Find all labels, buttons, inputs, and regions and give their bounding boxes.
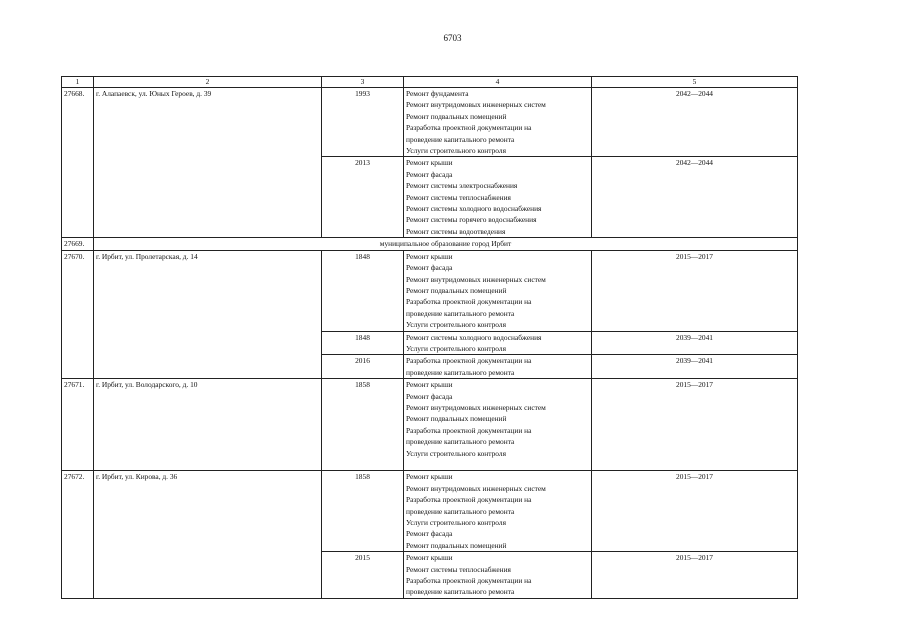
work-item: Ремонт системы холодного водоснабжения	[406, 204, 542, 214]
work-item: Услуги строительного контроля	[406, 343, 506, 353]
address-cell: г. Ирбит, ул. Кирова, д. 36	[94, 471, 322, 598]
work-item: Услуги строительного контроля	[406, 448, 506, 458]
row-number: 27669.	[62, 238, 94, 250]
period-cell: 2042—2044	[592, 157, 798, 238]
table-row	[62, 88, 798, 157]
address-cell: г. Алапаевск, ул. Юных Героев, д. 39	[94, 88, 322, 238]
work-item: проведение капитального ремонта	[406, 308, 515, 318]
period-cell: 2015—2017	[592, 471, 798, 552]
work-item: Ремонт подвальных помещений	[406, 111, 507, 121]
work-item: Ремонт системы электроснабжения	[406, 181, 518, 191]
column-header: 2	[94, 77, 322, 88]
address-cell: г. Ирбит, ул. Пролетарская, д. 14	[94, 250, 322, 378]
year-cell: 2013	[322, 157, 404, 238]
works-cell	[404, 88, 592, 157]
work-item: проведение капитального ремонта	[406, 587, 515, 597]
column-header: 1	[62, 77, 94, 88]
work-item: Ремонт внутридомовых инженерных систем	[406, 483, 546, 493]
works-cell	[404, 552, 592, 599]
work-item: Ремонт фасада	[406, 169, 453, 179]
work-item: Разработка проектной документации на	[406, 356, 532, 366]
page-number: 6703	[443, 33, 462, 43]
works-cell	[404, 331, 592, 355]
works-cell	[404, 471, 592, 552]
work-item: Ремонт крыши	[406, 158, 453, 168]
row-number: 27670.	[62, 250, 94, 378]
year-cell: 1858	[322, 471, 404, 552]
work-item: Услуги строительного контроля	[406, 146, 506, 156]
municipality-name: муниципальное образование город Ирбит	[94, 238, 798, 250]
year-cell: 1993	[322, 88, 404, 157]
column-header: 3	[322, 77, 404, 88]
year-cell: 2016	[322, 355, 404, 379]
work-item: Услуги строительного контроля	[406, 320, 506, 330]
work-item: Разработка проектной документации на	[406, 123, 532, 133]
works-cell	[404, 379, 592, 471]
municipality-row	[62, 238, 798, 250]
work-item: Ремонт системы горячего водоснабжения	[406, 215, 537, 225]
address-cell: г. Ирбит, ул. Володарского, д. 10	[94, 379, 322, 471]
period-cell: 2039—2041	[592, 355, 798, 379]
year-cell: 1848	[322, 331, 404, 355]
work-item: Разработка проектной документации на	[406, 576, 532, 586]
work-item: проведение капитального ремонта	[406, 506, 515, 516]
table-row	[62, 250, 798, 331]
period-cell: 2015—2017	[592, 552, 798, 599]
row-number: 27672.	[62, 471, 94, 598]
work-item: Ремонт крыши	[406, 380, 453, 390]
table-row	[62, 471, 798, 552]
work-item: Разработка проектной документации на	[406, 495, 532, 505]
work-item: Ремонт системы теплоснабжения	[406, 192, 511, 202]
period-cell: 2042—2044	[592, 88, 798, 157]
work-item: Ремонт крыши	[406, 251, 453, 261]
period-cell: 2039—2041	[592, 331, 798, 355]
period-cell: 2015—2017	[592, 379, 798, 471]
table-row	[62, 379, 798, 471]
work-item: Ремонт системы холодного водоснабжения	[406, 332, 542, 342]
works-cell	[404, 355, 592, 379]
column-header: 4	[404, 77, 592, 88]
work-item: Ремонт внутридомовых инженерных систем	[406, 402, 546, 412]
work-item: Ремонт внутридомовых инженерных систем	[406, 100, 546, 110]
row-number: 27671.	[62, 379, 94, 471]
work-item: Ремонт фасада	[406, 391, 453, 401]
work-item: Разработка проектной документации на	[406, 297, 532, 307]
work-item: Разработка проектной документации на	[406, 425, 532, 435]
work-item: Ремонт фундамента	[406, 89, 469, 98]
work-item: проведение капитального ремонта	[406, 134, 515, 144]
work-item: Ремонт внутридомовых инженерных систем	[406, 274, 546, 284]
period-cell: 2015—2017	[592, 250, 798, 331]
year-cell: 1848	[322, 250, 404, 331]
work-item: Ремонт крыши	[406, 472, 453, 482]
year-cell: 1858	[322, 379, 404, 471]
work-item: Ремонт подвальных помещений	[406, 540, 507, 550]
work-item: Ремонт подвальных помещений	[406, 285, 507, 295]
work-item: проведение капитального ремонта	[406, 367, 515, 377]
work-item: Ремонт фасада	[406, 263, 453, 273]
year-cell: 2015	[322, 552, 404, 599]
column-header: 5	[592, 77, 798, 88]
row-number: 27668.	[62, 88, 94, 238]
works-cell	[404, 157, 592, 238]
work-item: Услуги строительного контроля	[406, 518, 506, 528]
work-item: Ремонт системы теплоснабжения	[406, 564, 511, 574]
work-item: Ремонт подвальных помещений	[406, 414, 507, 424]
work-item: Ремонт системы водоотведения	[406, 226, 506, 236]
capital-repair-table	[61, 76, 798, 599]
work-item: Ремонт фасада	[406, 529, 453, 539]
works-cell	[404, 250, 592, 331]
work-item: проведение капитального ремонта	[406, 437, 515, 447]
work-item: Ремонт крыши	[406, 553, 453, 563]
table-header-row	[62, 77, 798, 88]
